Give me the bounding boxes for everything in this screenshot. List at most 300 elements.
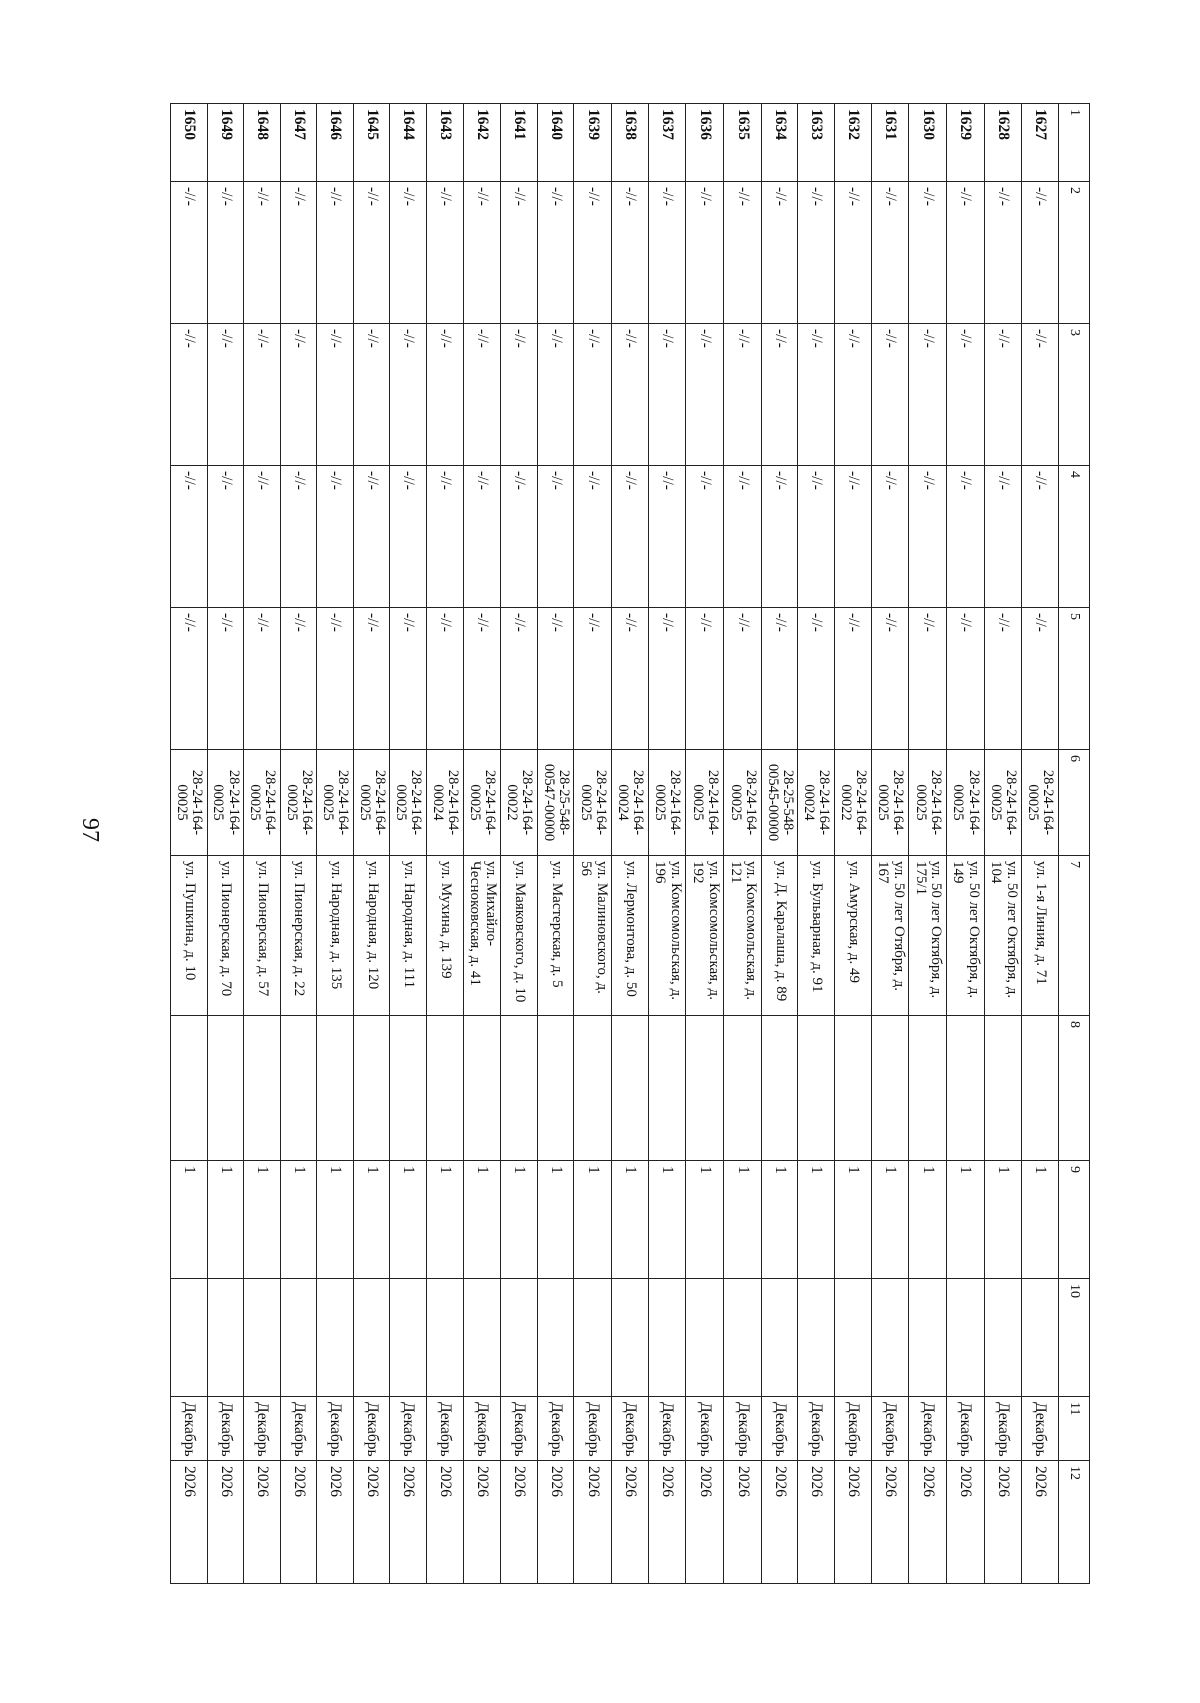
cell-col3: -//-: [947, 324, 985, 466]
cadastral-code: 28-24-164-00025: [871, 750, 909, 856]
cell-col3: -//-: [686, 324, 724, 466]
cell-col4: -//-: [686, 466, 724, 608]
month: Декабрь: [1022, 1397, 1059, 1461]
table-row: [909, 104, 947, 1584]
cadastral-code: 28-24-164-00025: [947, 750, 985, 856]
cell-col4: -//-: [463, 466, 501, 608]
quantity: 1: [798, 1161, 835, 1279]
quantity: 1: [280, 1161, 317, 1279]
table-row: [390, 104, 427, 1584]
cell-col4: -//-: [835, 466, 872, 608]
cell-col3: -//-: [984, 324, 1022, 466]
quantity: 1: [537, 1161, 574, 1279]
quantity: 1: [761, 1161, 798, 1279]
month: Декабрь: [648, 1397, 686, 1461]
row-number: 1645: [353, 104, 390, 182]
cell-col2: -//-: [207, 182, 244, 324]
cell-col8: [171, 1016, 208, 1161]
cell-col4: -//-: [798, 466, 835, 608]
cell-col5: -//-: [427, 608, 464, 750]
column-header-5: 5: [1059, 608, 1090, 750]
quantity: 1: [1022, 1161, 1059, 1279]
quantity: 1: [574, 1161, 612, 1279]
cell-col2: -//-: [909, 182, 947, 324]
quantity: 1: [648, 1161, 686, 1279]
cell-col8: [537, 1016, 574, 1161]
cell-col8: [871, 1016, 909, 1161]
cell-col2: -//-: [871, 182, 909, 324]
table-row: [871, 104, 909, 1584]
cadastral-code: 28-24-164-00024: [612, 750, 649, 856]
column-header-2: 2: [1059, 182, 1090, 324]
row-number: 1644: [390, 104, 427, 182]
year: 2026: [984, 1461, 1022, 1584]
cell-col4: -//-: [984, 466, 1022, 608]
quantity: 1: [947, 1161, 985, 1279]
month: Декабрь: [724, 1397, 762, 1461]
quantity: 1: [724, 1161, 762, 1279]
quantity: 1: [871, 1161, 909, 1279]
cell-col3: -//-: [724, 324, 762, 466]
year: 2026: [947, 1461, 985, 1584]
cell-col8: [724, 1016, 762, 1161]
data-table: [170, 103, 1090, 1584]
cell-col8: [984, 1016, 1022, 1161]
year: 2026: [317, 1461, 354, 1584]
cadastral-code: 28-24-164-00025: [207, 750, 244, 856]
cadastral-code: 28-24-164-00025: [353, 750, 390, 856]
cell-col2: -//-: [648, 182, 686, 324]
cell-col5: -//-: [947, 608, 985, 750]
quantity: 1: [207, 1161, 244, 1279]
table-row: [835, 104, 872, 1584]
cell-col2: -//-: [463, 182, 501, 324]
cell-col10: [761, 1279, 798, 1397]
cell-col4: -//-: [353, 466, 390, 608]
row-number: 1631: [871, 104, 909, 182]
column-header-12: 12: [1059, 1461, 1090, 1584]
table-row: [171, 104, 208, 1584]
quantity: 1: [909, 1161, 947, 1279]
cell-col3: -//-: [427, 324, 464, 466]
cell-col5: -//-: [463, 608, 501, 750]
cell-col10: [537, 1279, 574, 1397]
cell-col3: -//-: [909, 324, 947, 466]
cell-col5: -//-: [871, 608, 909, 750]
month: Декабрь: [537, 1397, 574, 1461]
quantity: 1: [427, 1161, 464, 1279]
cadastral-code: 28-24-164-00025: [574, 750, 612, 856]
cell-col8: [463, 1016, 501, 1161]
cell-col2: -//-: [427, 182, 464, 324]
cadastral-code: 28-24-164-00025: [390, 750, 427, 856]
cell-col10: [463, 1279, 501, 1397]
address: ул. Лермонтова, д. 50: [612, 856, 649, 1016]
cell-col3: -//-: [871, 324, 909, 466]
table-row: [280, 104, 317, 1584]
cadastral-code: 28-25-548-00547-00000: [537, 750, 574, 856]
cell-col4: -//-: [574, 466, 612, 608]
address: ул. Комсомольская, д. 121: [724, 856, 762, 1016]
address: ул. Мастерская, д. 5: [537, 856, 574, 1016]
address: ул. 50 лет Октября, д. 104: [984, 856, 1022, 1016]
month: Декабрь: [984, 1397, 1022, 1461]
year: 2026: [761, 1461, 798, 1584]
cell-col2: -//-: [724, 182, 762, 324]
quantity: 1: [171, 1161, 208, 1279]
cell-col10: [835, 1279, 872, 1397]
cadastral-code: 28-24-164-00025: [171, 750, 208, 856]
cell-col5: -//-: [648, 608, 686, 750]
cell-col8: [612, 1016, 649, 1161]
address: ул. Народная, д. 135: [317, 856, 354, 1016]
year: 2026: [390, 1461, 427, 1584]
cell-col8: [317, 1016, 354, 1161]
month: Декабрь: [390, 1397, 427, 1461]
year: 2026: [537, 1461, 574, 1584]
row-number: 1632: [835, 104, 872, 182]
table-row: [984, 104, 1022, 1584]
table-row: [501, 104, 538, 1584]
cell-col10: [686, 1279, 724, 1397]
month: Декабрь: [574, 1397, 612, 1461]
cell-col4: -//-: [1022, 466, 1059, 608]
column-header-9: 9: [1059, 1161, 1090, 1279]
cell-col2: -//-: [244, 182, 281, 324]
cell-col8: [909, 1016, 947, 1161]
row-number: 1646: [317, 104, 354, 182]
column-header-10: 10: [1059, 1279, 1090, 1397]
cell-col2: -//-: [280, 182, 317, 324]
cell-col8: [353, 1016, 390, 1161]
month: Декабрь: [835, 1397, 872, 1461]
cell-col4: -//-: [871, 466, 909, 608]
row-number: 1628: [984, 104, 1022, 182]
table-row: [1022, 104, 1059, 1584]
address: ул. 1-я Линия, д. 71: [1022, 856, 1059, 1016]
column-header-6: 6: [1059, 750, 1090, 856]
address: ул. Михайло-Чесноковская, д. 41: [463, 856, 501, 1016]
cell-col8: [798, 1016, 835, 1161]
cell-col2: -//-: [317, 182, 354, 324]
cell-col3: -//-: [648, 324, 686, 466]
cell-col10: [280, 1279, 317, 1397]
cell-col10: [612, 1279, 649, 1397]
cell-col5: -//-: [612, 608, 649, 750]
cell-col8: [244, 1016, 281, 1161]
cell-col2: -//-: [501, 182, 538, 324]
cell-col10: [317, 1279, 354, 1397]
table-row: [244, 104, 281, 1584]
row-number: 1641: [501, 104, 538, 182]
address: ул. 50 лет Отября, д. 167: [871, 856, 909, 1016]
cell-col4: -//-: [537, 466, 574, 608]
cell-col5: -//-: [280, 608, 317, 750]
address: ул. Пионерская, д. 57: [244, 856, 281, 1016]
cell-col8: [947, 1016, 985, 1161]
cell-col3: -//-: [501, 324, 538, 466]
cell-col2: -//-: [390, 182, 427, 324]
header-row: [1059, 104, 1090, 1584]
cell-col3: -//-: [612, 324, 649, 466]
cell-col5: -//-: [798, 608, 835, 750]
year: 2026: [207, 1461, 244, 1584]
cell-col8: [648, 1016, 686, 1161]
year: 2026: [463, 1461, 501, 1584]
cell-col5: -//-: [984, 608, 1022, 750]
cadastral-code: 28-24-164-00025: [244, 750, 281, 856]
row-number: 1636: [686, 104, 724, 182]
cell-col10: [724, 1279, 762, 1397]
cell-col2: -//-: [171, 182, 208, 324]
quantity: 1: [835, 1161, 872, 1279]
table-row: [353, 104, 390, 1584]
cell-col4: -//-: [317, 466, 354, 608]
month: Декабрь: [317, 1397, 354, 1461]
month: Декабрь: [171, 1397, 208, 1461]
cell-col4: -//-: [207, 466, 244, 608]
month: Декабрь: [798, 1397, 835, 1461]
cell-col4: -//-: [724, 466, 762, 608]
quantity: 1: [612, 1161, 649, 1279]
cell-col8: [574, 1016, 612, 1161]
quantity: 1: [390, 1161, 427, 1279]
year: 2026: [244, 1461, 281, 1584]
quantity: 1: [244, 1161, 281, 1279]
row-number: 1629: [947, 104, 985, 182]
month: Декабрь: [280, 1397, 317, 1461]
address: ул. Маяковского, д. 10: [501, 856, 538, 1016]
address: ул. Мухина, д. 139: [427, 856, 464, 1016]
month: Декабрь: [427, 1397, 464, 1461]
cell-col3: -//-: [574, 324, 612, 466]
cell-col5: -//-: [761, 608, 798, 750]
cell-col5: -//-: [909, 608, 947, 750]
cell-col8: [761, 1016, 798, 1161]
column-header-4: 4: [1059, 466, 1090, 608]
row-number: 1643: [427, 104, 464, 182]
year: 2026: [501, 1461, 538, 1584]
table-row: [947, 104, 985, 1584]
cell-col4: -//-: [909, 466, 947, 608]
cadastral-code: 28-24-164-00024: [427, 750, 464, 856]
year: 2026: [686, 1461, 724, 1584]
address: ул. Пушкина, д. 10: [171, 856, 208, 1016]
column-header-8: 8: [1059, 1016, 1090, 1161]
row-number: 1633: [798, 104, 835, 182]
year: 2026: [871, 1461, 909, 1584]
row-number: 1630: [909, 104, 947, 182]
address: ул. Амурская, д. 49: [835, 856, 872, 1016]
cell-col10: [207, 1279, 244, 1397]
cell-col10: [353, 1279, 390, 1397]
address: ул. Пионерская, д. 22: [280, 856, 317, 1016]
row-number: 1640: [537, 104, 574, 182]
month: Декабрь: [947, 1397, 985, 1461]
cell-col8: [207, 1016, 244, 1161]
address: ул. Комсомольская, д. 196: [648, 856, 686, 1016]
quantity: 1: [353, 1161, 390, 1279]
cell-col10: [1022, 1279, 1059, 1397]
cell-col3: -//-: [280, 324, 317, 466]
month: Декабрь: [501, 1397, 538, 1461]
row-number: 1650: [171, 104, 208, 182]
row-number: 1638: [612, 104, 649, 182]
table-row: [537, 104, 574, 1584]
cell-col10: [501, 1279, 538, 1397]
cell-col5: -//-: [537, 608, 574, 750]
cell-col4: -//-: [390, 466, 427, 608]
cell-col10: [427, 1279, 464, 1397]
year: 2026: [280, 1461, 317, 1584]
cell-col5: -//-: [207, 608, 244, 750]
month: Декабрь: [244, 1397, 281, 1461]
row-number: 1635: [724, 104, 762, 182]
month: Декабрь: [207, 1397, 244, 1461]
cell-col2: -//-: [574, 182, 612, 324]
column-header-1: 1: [1059, 104, 1090, 182]
column-header-3: 3: [1059, 324, 1090, 466]
cell-col5: -//-: [1022, 608, 1059, 750]
table-row: [612, 104, 649, 1584]
cell-col4: -//-: [427, 466, 464, 608]
cell-col2: -//-: [686, 182, 724, 324]
cell-col8: [1022, 1016, 1059, 1161]
cell-col2: -//-: [537, 182, 574, 324]
cell-col3: -//-: [244, 324, 281, 466]
cell-col8: [835, 1016, 872, 1161]
row-number: 1642: [463, 104, 501, 182]
quantity: 1: [463, 1161, 501, 1279]
cell-col4: -//-: [171, 466, 208, 608]
cell-col5: -//-: [353, 608, 390, 750]
row-number: 1637: [648, 104, 686, 182]
row-number: 1647: [280, 104, 317, 182]
cell-col5: -//-: [686, 608, 724, 750]
cell-col8: [501, 1016, 538, 1161]
cell-col5: -//-: [501, 608, 538, 750]
cadastral-code: 28-24-164-00025: [984, 750, 1022, 856]
address: ул. 50 лет Октября, д. 175/1: [909, 856, 947, 1016]
cell-col5: -//-: [244, 608, 281, 750]
cell-col8: [390, 1016, 427, 1161]
cadastral-code: 28-24-164-00022: [835, 750, 872, 856]
cell-col5: -//-: [724, 608, 762, 750]
year: 2026: [835, 1461, 872, 1584]
cell-col4: -//-: [947, 466, 985, 608]
cell-col3: -//-: [463, 324, 501, 466]
cadastral-code: 28-24-164-00022: [501, 750, 538, 856]
table-row: [724, 104, 762, 1584]
year: 2026: [1022, 1461, 1059, 1584]
cell-col3: -//-: [171, 324, 208, 466]
table-row: [648, 104, 686, 1584]
address: ул. Народная, д. 111: [390, 856, 427, 1016]
cell-col10: [390, 1279, 427, 1397]
cadastral-code: 28-24-164-00025: [280, 750, 317, 856]
cell-col5: -//-: [835, 608, 872, 750]
cell-col10: [244, 1279, 281, 1397]
address: ул. Д. Каралаша, д. 89: [761, 856, 798, 1016]
month: Декабрь: [686, 1397, 724, 1461]
year: 2026: [648, 1461, 686, 1584]
year: 2026: [171, 1461, 208, 1584]
cell-col10: [171, 1279, 208, 1397]
cell-col3: -//-: [353, 324, 390, 466]
address: ул. Бульварная, д. 91: [798, 856, 835, 1016]
month: Декабрь: [353, 1397, 390, 1461]
column-header-11: 11: [1059, 1397, 1090, 1461]
table-row: [207, 104, 244, 1584]
cell-col10: [909, 1279, 947, 1397]
cell-col8: [427, 1016, 464, 1161]
table-row: [463, 104, 501, 1584]
cadastral-code: 28-24-164-00025: [1022, 750, 1059, 856]
year: 2026: [724, 1461, 762, 1584]
address: ул. Комсомольская, д. 192: [686, 856, 724, 1016]
year: 2026: [353, 1461, 390, 1584]
table-row: [427, 104, 464, 1584]
table-row: [761, 104, 798, 1584]
cell-col10: [574, 1279, 612, 1397]
cell-col2: -//-: [798, 182, 835, 324]
cell-col4: -//-: [280, 466, 317, 608]
cadastral-code: 28-24-164-00025: [463, 750, 501, 856]
row-number: 1648: [244, 104, 281, 182]
cell-col5: -//-: [390, 608, 427, 750]
address: ул. Малиновского, д. 56: [574, 856, 612, 1016]
cell-col4: -//-: [612, 466, 649, 608]
cadastral-code: 28-24-164-00025: [648, 750, 686, 856]
cell-col2: -//-: [353, 182, 390, 324]
cadastral-code: 28-24-164-00025: [686, 750, 724, 856]
year: 2026: [612, 1461, 649, 1584]
column-header-7: 7: [1059, 856, 1090, 1016]
address: ул. Пионерская, д. 70: [207, 856, 244, 1016]
cell-col4: -//-: [648, 466, 686, 608]
cell-col2: -//-: [1022, 182, 1059, 324]
cell-col3: -//-: [798, 324, 835, 466]
cell-col10: [648, 1279, 686, 1397]
cell-col2: -//-: [761, 182, 798, 324]
cell-col3: -//-: [317, 324, 354, 466]
quantity: 1: [686, 1161, 724, 1279]
cell-col3: -//-: [537, 324, 574, 466]
cell-col5: -//-: [574, 608, 612, 750]
table-row: [686, 104, 724, 1584]
cell-col2: -//-: [984, 182, 1022, 324]
year: 2026: [909, 1461, 947, 1584]
cell-col8: [280, 1016, 317, 1161]
month: Декабрь: [871, 1397, 909, 1461]
table-wrapper: [170, 103, 1090, 1583]
row-number: 1627: [1022, 104, 1059, 182]
address: ул. 50 лет Октября, д. 149: [947, 856, 985, 1016]
cadastral-code: 28-24-164-00025: [317, 750, 354, 856]
month: Декабрь: [761, 1397, 798, 1461]
row-number: 1634: [761, 104, 798, 182]
page-number: 97: [77, 818, 103, 842]
cell-col5: -//-: [171, 608, 208, 750]
cell-col2: -//-: [835, 182, 872, 324]
table-row: [317, 104, 354, 1584]
cell-col2: -//-: [612, 182, 649, 324]
row-number: 1649: [207, 104, 244, 182]
month: Декабрь: [612, 1397, 649, 1461]
month: Декабрь: [909, 1397, 947, 1461]
quantity: 1: [984, 1161, 1022, 1279]
year: 2026: [427, 1461, 464, 1584]
